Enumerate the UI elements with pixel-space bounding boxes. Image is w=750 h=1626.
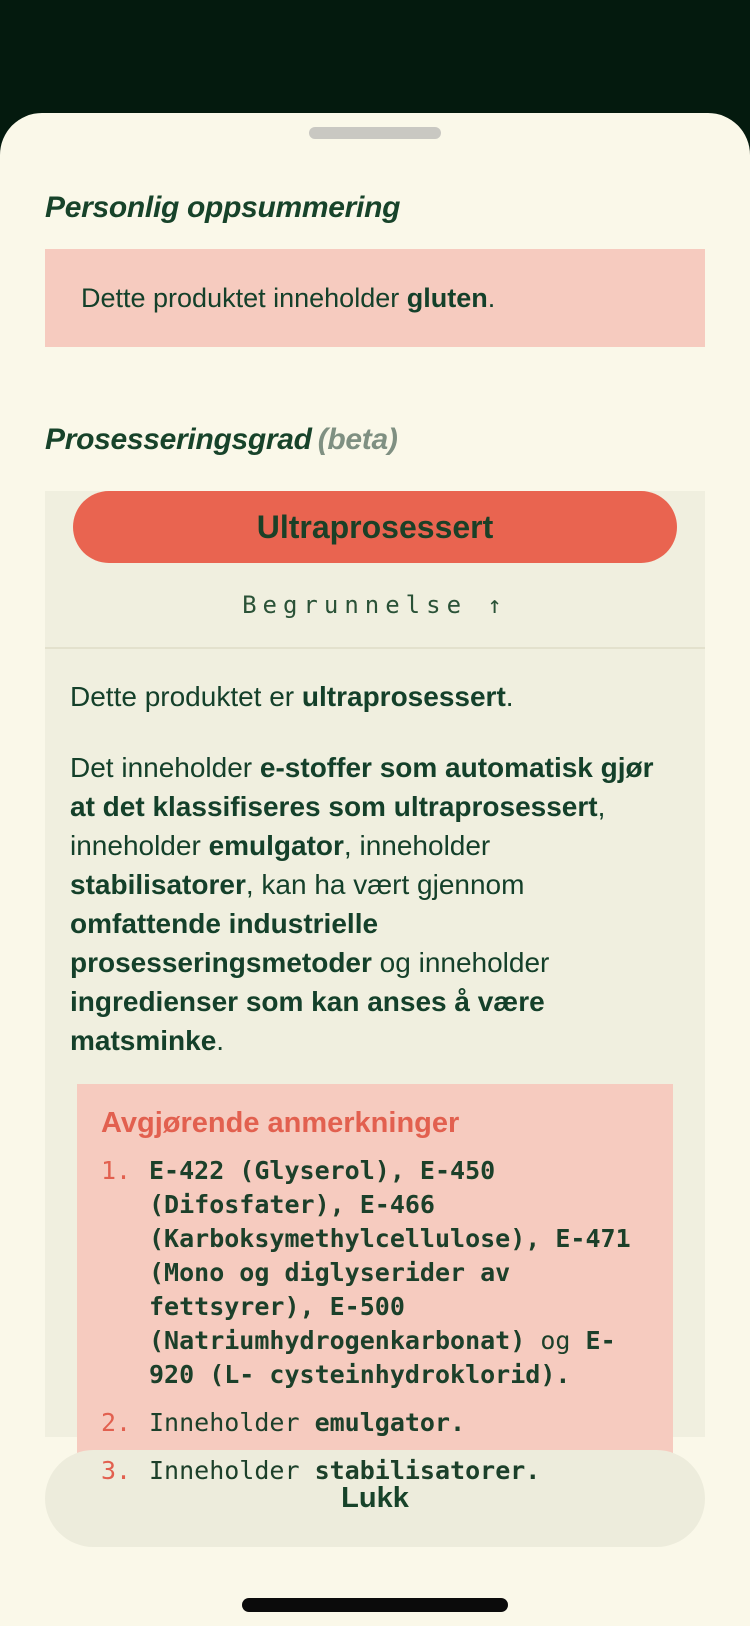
- list-item-text: Inneholder emulgator.: [149, 1408, 466, 1437]
- reason-paragraph: Dette produktet er ultraprosessert.: [70, 681, 514, 712]
- sheet-drag-handle-icon[interactable]: [309, 127, 441, 139]
- summary-heading: Personlig oppsummering: [45, 191, 401, 224]
- personal-summary-text: Dette produktet inneholder gluten.: [81, 283, 496, 313]
- grade-pill-button[interactable]: Ultraprosessert: [73, 491, 677, 563]
- processing-grade-card: [45, 491, 705, 1485]
- decisive-notes-box: [77, 1084, 673, 1528]
- reason-body: [45, 649, 705, 1060]
- list-item: [101, 1406, 649, 1440]
- list-item-text: Inneholder stabilisatorer.: [149, 1456, 541, 1485]
- list-item-number: 1.: [101, 1156, 132, 1185]
- decisive-notes-list: [101, 1154, 649, 1488]
- processing-grade-heading-text: Prosesseringsgrad: [45, 423, 312, 456]
- list-item-text: E-422 (Glyserol), E-450 (Difosfater), E-466 (Karboksymethylcellulose), E-471 (Mono og diglyserider av fettsyrer), E-500 (Natriumhydrogenkarbonat) og E-920 (L- cysteinhydroklorid).: [149, 1156, 631, 1389]
- list-item-number: 2.: [101, 1408, 132, 1437]
- personal-summary-note: [45, 249, 705, 347]
- beta-badge: (beta): [317, 423, 398, 456]
- reason-collapse-toggle[interactable]: Begrunnelse ↑: [236, 589, 514, 621]
- bottom-sheet: [0, 113, 750, 1626]
- processing-grade-heading: [45, 421, 705, 459]
- reason-paragraph: Det inneholder e-stoffer som automatisk gjør at det klassifiseres som ultraprosessert, inneholder emulgator, inneholder stabilisatorer, kan ha vært gjennom omfattende industrielle prosesseringsmetoder og inneholder ingredienser som kan anses å være matsminke.: [70, 752, 654, 1056]
- home-indicator-icon[interactable]: [242, 1598, 508, 1612]
- dimmed-backdrop[interactable]: [0, 0, 750, 113]
- list-item: [101, 1154, 649, 1392]
- close-button[interactable]: Lukk: [45, 1450, 705, 1547]
- decisive-notes-heading: Avgjørende anmerkninger: [101, 1107, 460, 1139]
- list-item-number: 3.: [101, 1456, 132, 1485]
